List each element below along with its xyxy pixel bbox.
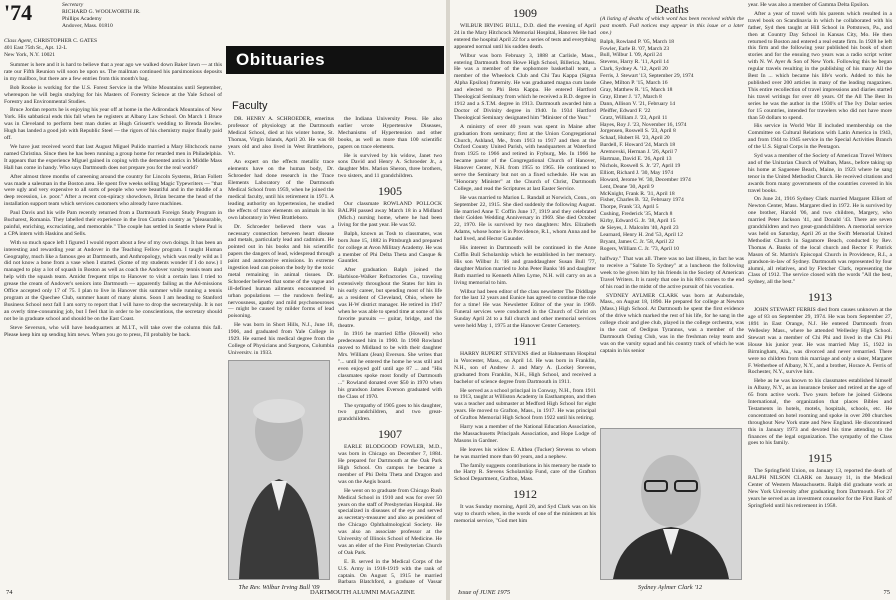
secretary-role: Secretary [62, 2, 84, 8]
obit-paragraph: Hebe as he was known to his classmates established himself in Albany, N.Y., as an insurance broker and retired at the age of 65 from active work. Two years before he joined Gideons International, the organization that places Bibles and Testaments in hotels, motels, hospitals, schools, etc. He concentrated on hotel rooming and spoke in over 200 churches throughout New York state and New England. He discontinued this in January 1973 and devoted his time attending to the finances of the legal organization. The sympathy of the Class goes to his family. [748, 378, 892, 447]
agent-label: Class Agent, [4, 38, 33, 44]
obit-paragraph: A ministry of over 40 years was spent in Maine after graduation from seminary; first at the Union Congregational Church, Ashland, Me., from 1913 to 1917 and then at the Oxford County United Parish, with headquarters at Waterford from 1925 to 1966 and retired in Fryburg, Me. In 1966 he became pastor of the Congregational Church of Hanover, Hanover Center, N.H. from 1955 to 1965. He continued to serve the Seminary but not on a fixed schedule. He was an "Honorary Minister" at the Church of Christ, Dartmouth College, and read the Scriptures at last Easter Service. [454, 123, 596, 192]
obit-paragraph: year. He was also a member of Gamma Delta Epsilon. [748, 2, 870, 8]
obit-paragraph: Wilbur had been editor of the class newsletter The Diddlage for the last 12 years and Eunice has agreed to continue the role for a time! He was Newsletter Editor of the year in 1969. Funeral services were conducted in the Church of Christ on Sunday April 24 to a full church and other memorial services were held May 1, 1975 at the Hanover Center Cemetery. [454, 288, 596, 330]
secretary-block [62, 2, 222, 30]
obit-paragraph: Our classmate ROWLAND POLLOCK BALPH passed away March 18 in a Midland (Mich.) nursing home, where he had been living for the past year. He was 92. [338, 201, 442, 228]
agent-name: CHRISTOPHER C. GATES [33, 38, 98, 44]
death-entry: Bardell, F. Howard '24, March 18 [600, 142, 676, 149]
obit-paragraph: The Springfield Union, on January 13, reported the death of RALPH NILSON CLARK on January 11, in the Medical Center of Western Massachusetts. Ralph did graduate work at New York University after graduating from Dartmouth. For 27 years he served as an investment counselor for the First Bank of Springfield until his retirement in 1958. [748, 468, 892, 509]
right-page [450, 0, 896, 600]
magazine-name: DARTMOUTH ALUMNI MAGAZINE [310, 589, 415, 596]
obit-column-far-right [748, 2, 892, 584]
death-entry: de Sieyes, J. Malcolm '40, April 23 [600, 225, 679, 232]
death-entry: Schaaf, Hubert H. '23, April 20 [600, 135, 670, 142]
death-entry: Aremovski, Herman J. '26, April 7 [600, 149, 678, 156]
obit-paragraph: His interest in Dartmouth will be continued in the Anne Coffin Bull Scholarship which he established in her memory. His son Wilbur Jr. '46 and granddaughter Susan Bull '77, daughter Marion married to John Peter Banks '46 and daughter Ruth married to Kenneth Allen Lyme, N.H. will carry on as a living memorial to him. [454, 245, 596, 286]
death-entry: Fisher, Charles B. '32, February 1974 [600, 197, 684, 204]
obit-paragraph: The sympathy of 1905 goes to his daughter, two grandchildren, and two great-grandchildren. [338, 402, 442, 423]
death-entry: McKnight, Frank R. '31, April 18 [600, 190, 675, 197]
death-entry: Thorpe, Frank '33, April 5 [600, 204, 659, 211]
portrait-illustration [229, 361, 329, 579]
deaths-heading: Deaths [655, 2, 689, 16]
obit-paragraph: HARRY RUPERT STEVENS died at Hahnemann Hospital in Worcester, Mass., on April 14. He was born in Franklin, N.H., son of Andrew J. and Mary A. (Locke) Stevens, graduated from Franklin, N.H., High School, and received a bachelor of science degree from Dartmouth in 1911. [454, 350, 596, 385]
death-entry: Clark, Sydney A. '12, April 20 [600, 66, 668, 73]
death-entry: Balph, Rowland P. '05, March 18 [600, 38, 675, 45]
death-entry: Hartman, David E. '26, April 13 [600, 156, 672, 163]
portrait-photo-clark [600, 428, 742, 580]
obit-paragraph: SYDNEY AYLMER CLARK was born at Auburndale, Mass., on August 18, 1890. He prepared for college at Newton (Mass.) High School. At Dartmouth he spent the first evidence of the drive which marked the rest of his life, for he sang in the college choir and glee club, played in the college orchestra, was in the cast of Oedipus Tyrannus, was a member of the Dartmouth Outing Club, was in the freshman relay team and was on the varsity squad and his country track of which he was captain in his senior [600, 292, 744, 354]
class-note: Paul Davis and his wife Pam recently returned from a Dartmouth Foreign Study Program in Bucharest, Romania. They labelled their experience in the Iron Curtain country as "pleasurable, painful, enriching, excruciating, and memorable." The couple has settled in Seattle where Paul is a CPA intern with Haskins and Sells. [4, 210, 222, 237]
class-year-heading: 1912 [513, 487, 537, 502]
obit-paragraph: His service in World War II included membership on the Committee on Cultural Relations with Latin America in 1943, and from 1944 to 1945 service in the Special Activities Branch of the U.S. Signal Corps in the Pentagon. [748, 123, 892, 151]
obit-paragraph: Wilbur was born February 3, 1888 at Carlisle, Mass., entering Dartmouth from Howe High School, Billerica, Mass. He was a member of the sophomore basketball team, a member of the Wheelock Club and Chi Tau Kappa (Sigma Alpha Epsilon) fraternity. He was graduated magna cum laude and elected to Phi Beta Kappa. He entered Hartford Theological Seminary from which he received a B.D. degree in 1912 and a S.T.M. degree in 1913. Dartmouth awarded him a Doctor of Divinity degree in 1940. In 1934 Hartford Theological Seminary designated him "Minister of the Year." [454, 52, 596, 121]
death-entry: Fowler, Earle B. '07, March 23 [600, 45, 670, 52]
agent-block [4, 38, 222, 59]
obit-paragraph: Harry was a member of the National Education Association, the Massachusetts Principals Association, and Hope Lodge of Masons in Gardner. [454, 424, 596, 444]
obit-paragraph: The family suggests contributions in his memory be made to the Harry R. Stevens Scholarship Fund, care of the Grafton School Department, Grafton, Mass. [454, 462, 596, 483]
class-year-heading: 1905 [378, 184, 402, 199]
obit-paragraph: He was married to Marion L. Randall at Norwich, Conn., on September 22, 1915. She died suddenly the following August. He married Anne T. Coffin June 17, 1919 and they celebrated their Golden Wedding Anniversary in 1969. She died October 22, 1970. He is survived by two daughters: Mrs. Elizabeth Adams, whose home is in Providence, R.I., whom Anna and he had lived, and Hector Gaunder. [454, 194, 596, 243]
class-note: With so much space left I figured I would report about a few of my own doings. It has been an interesting and rewarding year at Andover in the Teaching Fellow program. I taught Human Geography, much like a famous geo at Dartmouth, and Anthropology, which was really wild as I did not know a bone from a vase when I started. (Some of my students wonder if I do now.) I managed to play a lot of squash in Boston as well as coach the Andover varsity tennis team and help with the squash team. Amidst frequent trips to Hanover to visit a certain lass I tried to grease the cream of Andover's seniors into Dartmouth — apparently failing as the Ad-missions Office accepted only 17 of 75. I plan to live in Hanover this summer while running a tennis program at the Quechee Club, summer haunt of many alums. Soon I am heading to Stanford Business School next fall I am sorry to report that I will have to drop the secretaryship. It is not an overly time-consuming job, but I feel that in order to be conscientious, the secretary should not be in graduate school and should be on the East Coast. [4, 239, 222, 322]
secretary-address-line: Andover, Mass. 01810 [62, 22, 113, 29]
obit-paragraph: Balph, known as Tosh to classmates, was born June 15, 1882 in Pittsburgh and prepared for college at Avon Military Academy. He was a member of Phi Delta Theta and Casque & Gauntlet. [338, 230, 442, 265]
class-note: Bob Rooke is working for the U.S. Forest Service in the White Mountains until September, whereupon he will begin studying for his Masters of Forestry Science at the Yale School of Forestry and Environmental Studies. [4, 84, 222, 105]
death-entry: Dann, Allison V. '21, February 14 [600, 100, 676, 107]
obituaries-title: Obituaries [236, 50, 326, 69]
death-entry: Learnard, Henry H. 2nd '53, April 12 [600, 232, 683, 238]
class-note: Summer is here and it is hard to believe that a year ago we walked down Baker lawn — at this rate our Fifth Reunion will soon be upon us. The mailman continued his parsimonious deposits in my mailbox, but there are a few entries from this month's bag. [4, 62, 222, 82]
death-entry: Cushing, Frederick '35, March 8 [600, 211, 673, 218]
obit-paragraph: After a year of travel with his parents which resulted in a travel book on Scandinavia in which he collaborated with his father, Syd then taught at Hill School in Pottstown, Pa., and then at Country Day School in Kansas City, Mo. He then returned to Boston and entered a real estate firm. In 1928 he left this firm and the following year published his book of short stories and for the ensuing two years was a radio script writer with N. W. Ayer & Son of New York. Following this he began regular travels resulting in the publishing of his many All the Best In ... which became his life's work. Added to this he published over 200 articles in many of the leading magazines. This entire recollection of travel impressions and diaries started his travel writings for over 40 years. Of the All The Best In series he was the author in the 1930's of The Ivy Dolar series for 15 countries, intended for travelers who did not have more than 50 dollars to spend. [748, 10, 892, 121]
death-entry: Stevens, Harry R. '11, April 14 [600, 59, 669, 66]
death-entry: Bull, Wilbur I. '09, April 24 [600, 52, 662, 59]
death-entry: Rogers, William C. Jr. '73, April 10 [600, 245, 679, 252]
class-note: Steve Severson, who will have headquarters at M.I.T., will take over the column this fall. Please keep him up sending him news. When you go to press, I'll probably be back. [4, 324, 222, 338]
class-note: After almost three months of careening around the country for Lincoln Systems, Brian Follett was made a salesman in the Boston area. He spent five weeks selling Magic Typewriters — "that were ugly and very expensive to all sorts of people who were beautiful and in the middle of a deep recession, i.e. poor." After a recent con-spiracy showdown, Brian became the head of the installation support team which services customers who already have machines. [4, 173, 222, 208]
death-entry: Gratz, William J. '23, April 11 [600, 114, 668, 121]
obit-paragraph: halfway." That was all. There was no last illness, in fact he was to receive a "Salute To Sydney" at a luncheon the following week to be given him by his friends in the Society of American Travel Writers. It is rarely that one in his 80's comes to the end of his road in the midst of the active pursuit of his vocation. [600, 256, 744, 290]
obit-paragraph: EARLE BLODGOOD FOWLER, M.D., was born in Chicago on December 7, 1884. He prepared for Dartmouth at the Oak Park High School. On campus he became a member of Phi Delta Theta and Dragon and was on the Aegis board. [338, 444, 442, 485]
faculty-column [228, 116, 334, 354]
class-year-heading: 1909 [513, 6, 537, 20]
class-year-heading: 1911 [513, 333, 537, 348]
clark-obit-column [600, 256, 744, 422]
obit-paragraph: In 1916 he married Effie (Howell) who predeceased him in 1960. In 1960 Rowland moved to Midland to be with their daughter Mrs. William (Jean) Everson. She writes that "... until he entered the home he was still and even enjoyed golf until age 87 ... and "His classmates spoke most fondly of Dartmouth ..." Rowland donated over $50 in 1970 when his grandson James Everson graduated with the Class of 1970. [338, 331, 442, 400]
death-entry: Hayes, Roy J. '23, November 16, 1974 [600, 121, 687, 128]
deaths-list [600, 39, 744, 252]
obit-paragraph: E. B. served in the Medical Corps of the U.S. Army in 1918-1919 with the rank of captain. On August 5, 1915 he married Barbara Blatchford, a graduate of Vassar [338, 558, 442, 586]
death-entry: Kirby, Edward G. Jr. '38, April 15 [600, 218, 676, 225]
class-year-heading: 1907 [378, 427, 402, 442]
obit-paragraph: Syd was a member of the Society of American Travel Writers and of the Unitarian Church of Walban, Mass., before taking up his home at Saguenee Beach, Maine, in 1923 where he sang tenor in the United Methodist Church. He received citations and awards from many governments of the countries covered in his travel books. [748, 153, 892, 194]
faculty-paragraph: Dr. Schroeder believed there was a necessary connection between heart disease and metals, particularly lead and cadmium. He pointed out in his books and his scientific papers the dangers of lead, widespread through paint and automotive emissions. In extreme ingestion lead can poison the body by the toxic metal remaining in animal tissues. Dr. Schroeder believed that some of the vague and ill-defined human ailments encountered in urban populations — the rundown feeling, nervousness, apathy and mild psychoneuroses — might be caused by milder forms of lead poisoning. [228, 223, 334, 320]
agent-address-line: New York, N.Y. 10021 [4, 51, 56, 58]
obit-paragraph: On June 24, 1916 Sydney Clark married Margaret Elliott of Newton Center, Mass. Margaret died in 1972. He is survived by one brother, Harold '06, and two children, Margery, who married Peter Jackson '41, and Donald '43. There are seven grandchildren and two great-grandchildren. A memorial service was held on Saturday, April 26 at the Swift Memorial United Methodist Church in Sagamore Beach, conducted by Rev. Thomas A. Banks of the local church and Rector F. Patrick Mason of St. Martin's Episcopal Church in Providence, R.I., a grandson-in-law of Sydney. Dartmouth was represented by four alumni, all relatives, and by Fletcher Clark, representing the Class of 1912. The service closed with the words "All the best, Sydney, all the best." [748, 196, 892, 286]
death-entry: Nichols, Roswell S. Jr. '27, April 19 [600, 162, 681, 169]
death-entry: Jorgensen, Roswell S. '23, April 8 [600, 128, 676, 135]
page-number-left: 74 [6, 589, 13, 596]
faculty-paragraph: He is survived by his widow, Janet two sons David and Henry A. Schroeder Jr., a daughter Mrs. Marion Sheron, three brothers, two sisters, and 11 grandchildren. [338, 152, 442, 180]
obituaries-banner [226, 46, 444, 74]
portrait-photo-bull [228, 360, 330, 580]
photo-caption-clark: Sydney Aylmer Clark '12 [637, 584, 703, 591]
portrait-illustration [601, 429, 741, 579]
faculty-paragraph: An expert on the effects metallic trace elements have on the human body, Dr. Schroeder had done research in the Trace Elements Laboratory of the Dartmouth Medical School from 1959, when he joined the medical faculty, until his retirement in 1971. A leading authority on hypertension, he studied the effects of trace elements on animals in his own laboratory in West Brattleboro. [228, 159, 334, 221]
obit-column-left [338, 116, 442, 586]
death-entry: Ferris, J. Stewart '13, September 29, 1974 [600, 73, 694, 80]
death-entry: Gray, Matthew R. '15, March 18 [600, 86, 673, 93]
class-year: '74 [4, 0, 33, 25]
obit-paragraph: It was Sunday morning, April 20, and Syd Clark was on his way to church when, in the words of one of the ministers at his memorial service, "God met him [454, 504, 596, 525]
class-year-heading: 1913 [808, 290, 832, 305]
faculty-paragraph: the Indiana University Press. He also earlier wrote Hypertensive Diseases, Mechanisms of Hypertension and other books, as well as more than 100 scientific papers on trace elements. [338, 116, 442, 150]
class-notes-column [4, 62, 222, 587]
obit-paragraph: After graduation Balph joined the Harbison-Walker Refractories Co., traveling extensively throughout the States for him in his early career, but spending most of his life as a resident of Cleveland, Ohio, where he was H-W district manager. He retired in 1947 when he was able to spend time at some of his favorite pursuits — guitar, bridge, and the theatre. [338, 267, 442, 329]
obit-column-1909 [454, 2, 596, 584]
obit-paragraph: WILBUR IRVING BULL, D.D. died the evening of April 24 in the Mary Hitchcock Memorial Hospital, Hanover. He had entered the hospital April 22 for a series of tests and everything appeared normal until his sudden death. [454, 23, 596, 50]
obit-paragraph: He leaves his widow E. Althea (Tucker) Stevens to whom he was married more than 60 years, and a nephew. [454, 446, 596, 460]
death-entry: Ghee, Milton P. '15, March 16 [600, 80, 668, 87]
page-number-right: 75 [883, 589, 890, 596]
secretary-address-line: Phillips Academy [62, 15, 102, 22]
class-note: We have just received word that last August Miguel Pulido married a Mary Hitchcock nurse named Christina. Since then he has been running a group home for retarded men in Philadelphia. It appears that the experience Miguel gained in coping with the demented antics in Middle Mass Hall has come in handy. Who says Dartmouth does not prepare you for the real world? [4, 143, 222, 171]
issue-date: Issue of JUNE 1975 [458, 589, 511, 596]
faculty-paragraph: He was born in Short Hills, N.J., June 18, 1906, and graduated from Yale College in 1929. He earned his medical degree from the College of Physicians and Surgeons, Columbia University, in 1933. [228, 322, 334, 354]
deaths-intro: (A listing of deaths of which word has been received within the past month. Full notices may appear in this issue or a later one.) [600, 15, 744, 36]
obit-paragraph: He served as a school principal in Conway, N.H., from 1911 to 1913, taught at Williston Academy in Easthampton, and then was a teacher and submaster at Medford High School for eight years. He moved to Grafton, Mass., in 1917. He was principal of Grafton Memorial High School from 1922 until his retiring. [454, 387, 596, 422]
death-entry: Elliott, Richard J. '30, May 1974 [600, 169, 674, 176]
faculty-heading: Faculty [232, 100, 268, 112]
death-entry: Howard, Jerome W. '30, December 1974 [600, 176, 691, 183]
deaths-column [600, 2, 744, 252]
death-entry: Bryant, James C. Jr. '58, April 22 [600, 238, 675, 245]
left-page [0, 0, 446, 600]
agent-address-line: 401 East 75th St., Apt. 12-L [4, 44, 67, 51]
secretary-name: RICHARD G. WOOLWORTH JR. [62, 8, 141, 15]
obit-paragraph: JOHN STEWART FERRIS died from causes unknown at the age of 83 on September 29, 1974. He was born September 27, 1891 in East Orange, N.J. He entered Dartmouth from Wellesley Mass., where he attended Wellesley High School. Stewart was a member of Chi Phi and lived in the Chi Phi House his junior year. He was married May 15, 1922 in Birmingham, Ala., was divorced and never remarried. There were no children from this marriage and only a sister, Margaret F. Wetherbee of Albany, N.Y., and a brother, Horace A. Ferris of Rochester, N.Y., survive him. [748, 307, 892, 376]
death-entry: Pfeiffer, Edward F. '22 [600, 107, 651, 114]
obit-paragraph: He went on to graduate from Chicago Rush Medical School in 1910 and was for over 50 years on the staff of Presbyterian Hospital. He specialized in diseases of the eye and served as secretary-treasurer and also as president of the Chicago Ophthalmological Society. He was also an associate professor at the University of Illinois School of Medicine. He was an elder of the First Presbyterian Church of Oak Park. [338, 487, 442, 556]
faculty-paragraph: DR. HENRY A. SCHROEDER, emeritus professor of physiology at the Dartmouth Medical School, died at his winter home, St. Thomas, Virgin Islands, April 20. He was 68 years old and also lived in West Brattleboro, Vt. [228, 116, 334, 157]
photo-caption-bull: The Rev. Wilbur Irving Bull '09 [238, 584, 320, 591]
class-note: Bruce Jordan reports he is enjoying his year off at home in the Adirondack Mountains of New York. His sabbatical ends this fall when he registers at Albany Law School. On March 1 Bruce was in Cleveland to perform best man duties at Hugh Grissett's wedding to Brenda Bowles. Hugh has landed a good job with Republic Steel — the rigors of his chemistry major finally paid off. [4, 107, 222, 142]
death-entry: Lent, Deane '30, April 9 [600, 183, 654, 190]
death-entry: Gray, Elmer J. '17, March 8 [600, 93, 662, 100]
class-year-heading: 1915 [808, 451, 832, 466]
